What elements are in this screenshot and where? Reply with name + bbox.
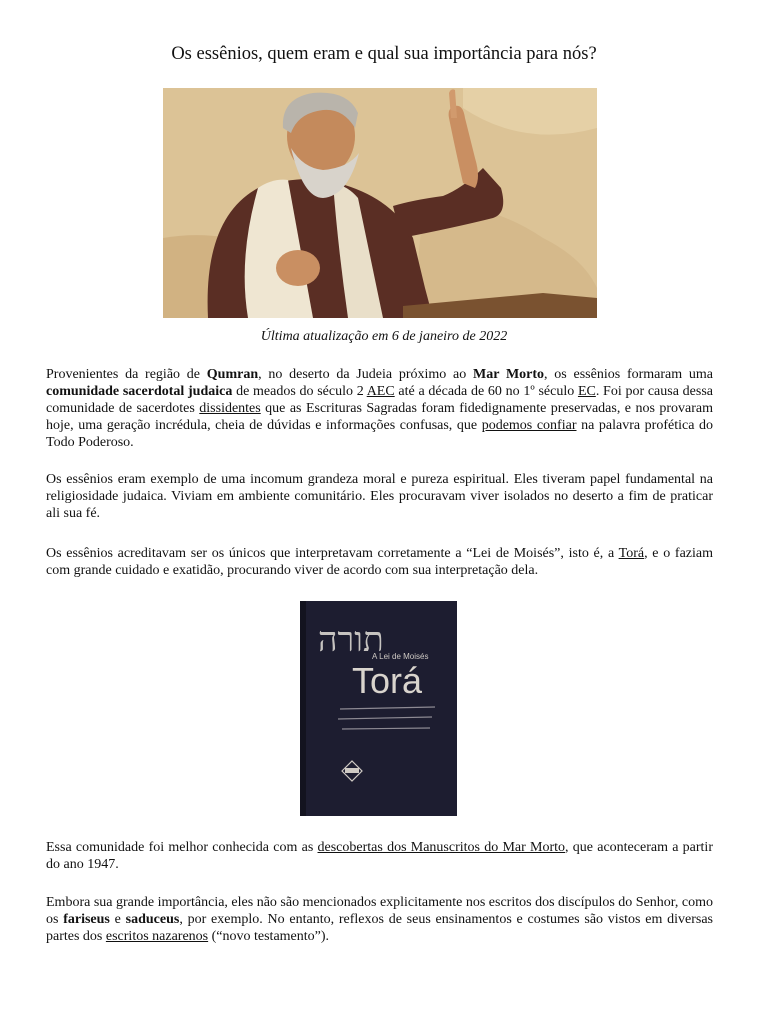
- paragraph-tora: [46, 545, 713, 579]
- text: que as Escrituras Sagradas foram fidedignamente preservadas, e nos provaram hoje, uma geração incrédula, cheia de dúvidas e informações confusas, que: [46, 401, 713, 433]
- bold-qumran: Qumran: [206, 367, 259, 382]
- page-title: Os essênios, quem eram e qual sua importância para nós?: [171, 44, 597, 64]
- text: de meados do século 2: [232, 384, 367, 399]
- text: até a década de 60 no 1º século: [394, 384, 578, 399]
- text: , que aconteceram a partir do ano 1947.: [46, 840, 713, 872]
- link-aec[interactable]: AEC: [366, 384, 395, 399]
- paragraph-manuscritos: [46, 839, 713, 873]
- bold-mar-morto: Mar Morto: [473, 367, 545, 382]
- link-escritos-nazarenos[interactable]: escritos nazarenos: [105, 929, 209, 944]
- text: Embora sua grande importância, eles não são mencionados explicitamente nos escritos dos discípulos do Senhor, como os: [46, 895, 713, 927]
- text: , e o faziam com grande cuidado e exatidão, procurando viver de acordo com sua interpretação dela.: [46, 546, 713, 578]
- last-updated-caption: Última atualização em 6 de janeiro de 2022: [260, 329, 508, 344]
- link-ec[interactable]: EC: [577, 384, 596, 399]
- link-dissidentes[interactable]: dissidentes: [199, 401, 261, 416]
- text: na palavra profética do Todo Poderoso.: [46, 418, 714, 450]
- text: (“novo testamento”).: [208, 929, 330, 944]
- text: Essa comunidade foi melhor conhecida com as: [46, 840, 318, 855]
- book-title: Torá: [352, 660, 423, 701]
- bold-fariseus: fariseus: [63, 912, 110, 927]
- tora-book-cover: [300, 601, 457, 816]
- bold-comunidade: comunidade sacerdotal judaica: [46, 384, 233, 399]
- paragraph-moral: Os essênios eram exemplo de uma incomum grandeza moral e pureza espiritual. Eles tiveram papel fundamental na religiosidade judaica. Viviam em ambiente comunitário. Eles procuravam viver isolados no deserto a fim de praticar ali sua fé.: [46, 472, 713, 521]
- book-subtitle: A Lei de Moisés: [372, 652, 429, 661]
- text: . Foi por causa dessa comunidade de sacerdotes: [46, 384, 713, 416]
- book-hebrew-title: תורה: [318, 620, 384, 660]
- text: Provenientes da região de: [46, 367, 207, 382]
- text: , no deserto da Judeia próximo ao: [258, 367, 474, 382]
- elder-photo: [163, 88, 597, 318]
- text: e: [109, 912, 126, 927]
- text: , por exemplo. No entanto, reflexos de seus ensinamentos e costumes são vistos em diversas partes dos: [46, 912, 713, 944]
- text: , os essênios formaram uma: [544, 367, 713, 382]
- link-manuscritos[interactable]: descobertas dos Manuscritos do Mar Morto: [317, 840, 566, 855]
- elder-illustration: [163, 88, 597, 318]
- bold-saduceus: saduceus: [125, 912, 180, 927]
- link-tora[interactable]: Torá: [618, 546, 645, 561]
- paragraph-novo-testamento: [46, 894, 713, 945]
- link-podemos-confiar[interactable]: podemos confiar: [481, 418, 577, 433]
- book-art: [300, 601, 457, 816]
- paragraph-qumran: [46, 366, 713, 451]
- text: Os essênios acreditavam ser os únicos que interpretavam corretamente a “Lei de Moisés”, isto é, a: [46, 546, 619, 561]
